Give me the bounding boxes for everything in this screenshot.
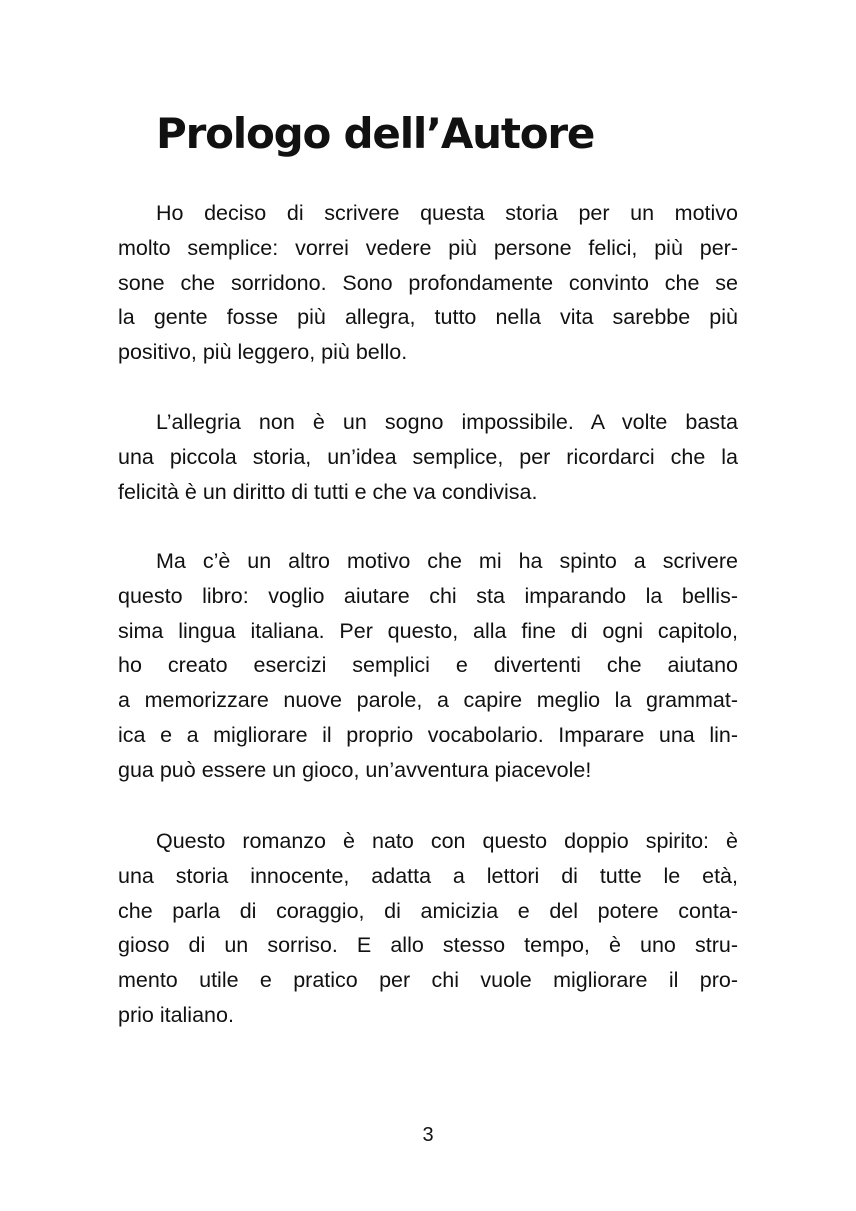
paragraph-line: L’allegria non è un sogno impossibile. A volte basta (156, 410, 738, 434)
paragraph-line: Ho deciso di scrivere questa storia per un motivo (156, 201, 738, 225)
paragraph-line: gua può essere un gioco, un’avventura piacevole! (118, 757, 592, 782)
paragraph-line: prio italiano. (118, 1002, 234, 1027)
chapter-title: Prologo dell’Autore (156, 109, 595, 158)
paragraph-line: la gente fosse più allegra, tutto nella vita sarebbe più (118, 305, 738, 330)
paragraph-line: questo libro: voglio aiutare chi sta imparando la bellis- (118, 583, 738, 608)
paragraph-line: molto semplice: vorrei vedere più persone felici, più per- (118, 235, 738, 260)
paragraph-line: a memorizzare nuove parole, a capire meglio la grammat- (118, 688, 738, 713)
paragraph-line: Ma c’è un altro motivo che mi ha spinto a scrivere (156, 549, 738, 573)
paragraph-2 (118, 405, 738, 509)
paragraph-line: che parla di coraggio, di amicizia e del potere conta- (118, 898, 738, 923)
paragraph-4 (118, 824, 738, 1033)
paragraph-line: positivo, più leggero, più bello. (118, 340, 408, 365)
paragraph-line: gioso di un sorriso. E allo stesso tempo, è uno stru- (118, 933, 738, 958)
paragraph-line: una storia innocente, adatta a lettori di tutte le età, (118, 863, 738, 888)
paragraph-3 (118, 544, 738, 788)
paragraph-line: Questo romanzo è nato con questo doppio spirito: è (156, 829, 738, 853)
paragraph-line: mento utile e pratico per chi vuole migliorare il pro- (118, 968, 738, 993)
paragraph-line: una piccola storia, un’idea semplice, per ricordarci che la (118, 444, 738, 469)
paragraph-line: sima lingua italiana. Per questo, alla fine di ogni capitolo, (118, 618, 738, 643)
paragraph-1 (118, 196, 738, 370)
paragraph-line: felicità è un diritto di tutti e che va condivisa. (118, 479, 538, 504)
paragraph-line: ica e a migliorare il proprio vocabolario. Imparare una lin- (118, 722, 738, 747)
paragraph-line: sone che sorridono. Sono profondamente convinto che se (118, 270, 738, 295)
page-number: 3 (422, 1124, 434, 1146)
paragraph-line: ho creato esercizi semplici e divertenti che aiutano (118, 653, 738, 678)
